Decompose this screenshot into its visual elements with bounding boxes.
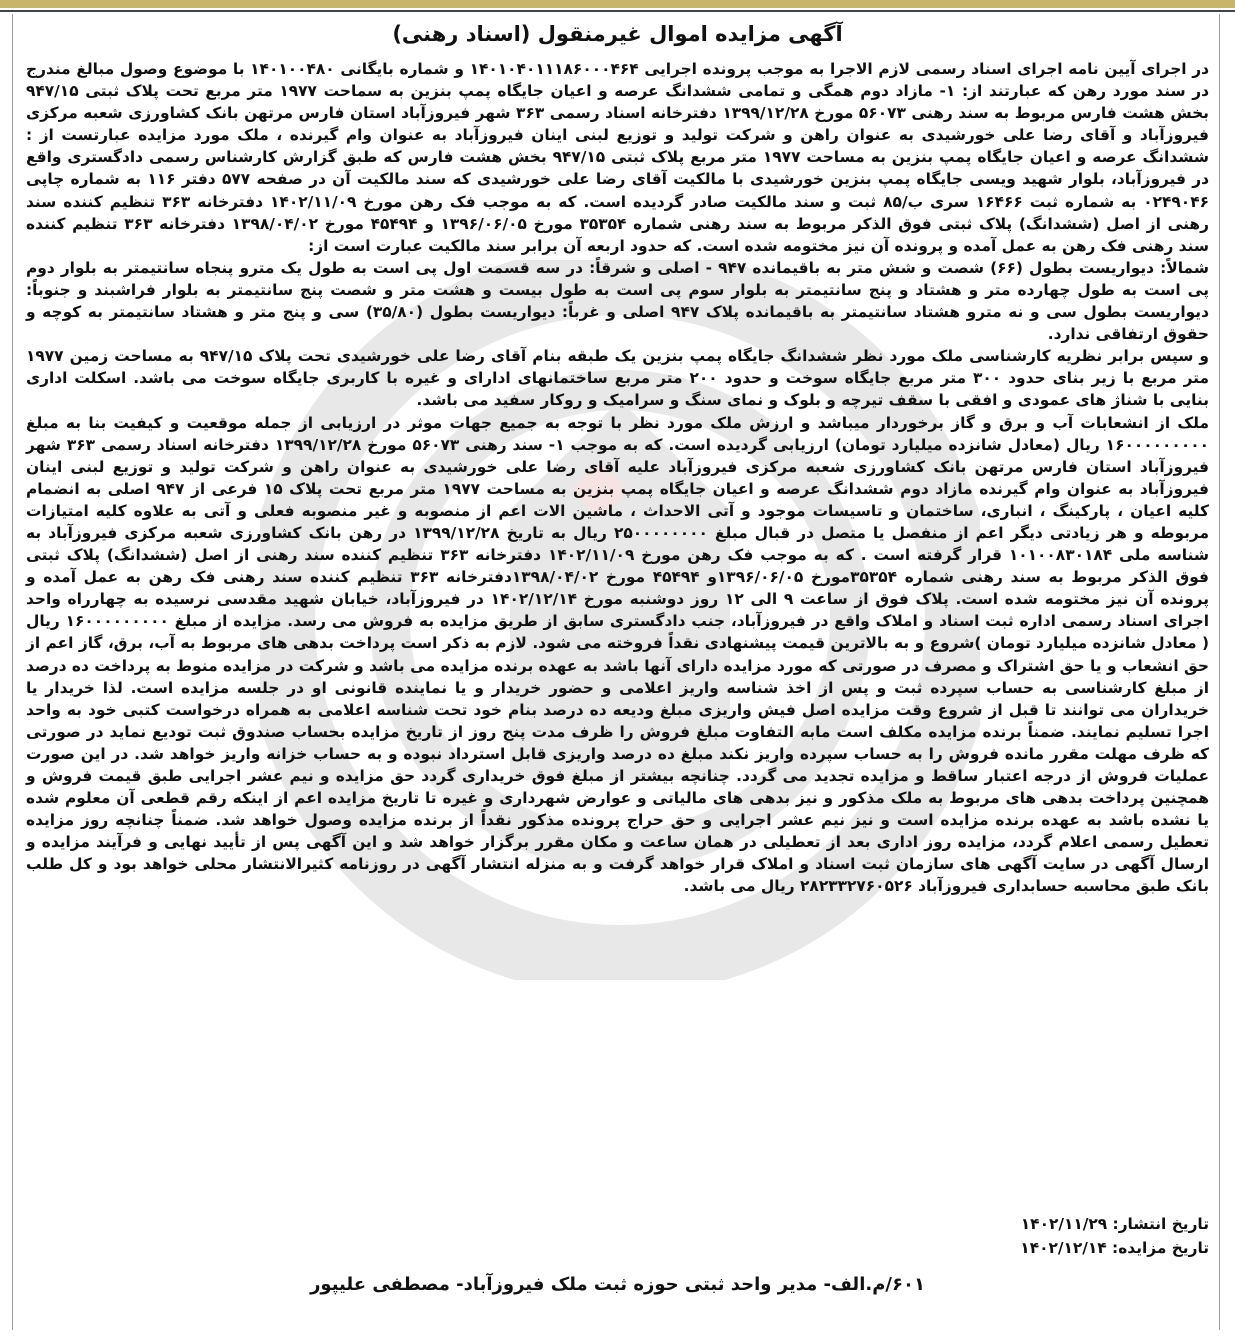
paragraph-boundaries: شمالاً: دیواریست بطول (۶۶) شصت و شش متر به باقیمانده ۹۴۷ - اصلی و شرقاً: در سه قسمت اول پی است به طول یک مترو پنجاه سانتیمتر به بلوار دوم پی است به طول چهارده متر و هشتاد و پنج سانتیمتر به بلوار سوم پی است به طول بیست و هشت متر و شصت پنج سانتیمتر به بلوار فراشبند و جنوباً: دیواریست بطول سی و نه مترو هشتاد سانتیمتر به باقیمانده پلاک ۹۴۷ اصلی و غرباً: دیواریست بطول (۳۵/۸۰) سی و پنج متر و هشتاد سانتیمتر به کوچه و حقوق ارتفاقی ندارد. [26, 258, 1209, 344]
signature-line: ۶۰۱/م.الف- مدیر واحد ثبتی حوزه ثبت ملک فیروزآباد- مصطفی علیپور [310, 1274, 925, 1295]
document-body [26, 58, 1209, 898]
document-title: آگهی مزایده اموال غیرمنقول (اسناد رهنی) [392, 22, 843, 46]
paragraph-expert-opinion: و سپس برابر نظریه کارشناسی ملک مورد نظر ششدانگ جایگاه پمپ بنزین یک طبقه بنام آقای رضا علی خورشیدی تحت پلاک ۹۴۷/۱۵ به مساحت زمین ۱۹۷۷ متر مربع با زیر بنای حدود ۳۰۰ متر مربع جایگاه سوخت و حدود ۲۰۰ متر مربع ساختمانهای ادارای و غیره با کاربری جایگاه سوخت می باشد. اسکلت اداری بنایی با شناژ های عمودی و افقی با سقف تیرچه و بلوک و نمای سنگ و سرامیک و روکار سفید می باشد. [26, 347, 1209, 410]
top-divider [0, 10, 1235, 12]
publish-date: تاریخ انتشار: ۱۴۰۲/۱۱/۲۹ [1020, 1215, 1209, 1233]
top-color-band [0, 0, 1235, 8]
paragraph-auction-terms: ملک از انشعابات آب و برق و گاز برخوردار میباشد و ارزش ملک مورد نظر با توجه به جمیع جهات موثر در ارزیابی از جمله موقعیت و کیفیت بنا به مبلغ ۱۶۰۰۰۰۰۰۰۰۰ ریال (معادل شانزده میلیارد تومان) ارزیابی گردیده است. که به موجب ۱- سند رهنی ۵۶۰۷۳ مورخ ۱۳۹۹/۱۲/۲۸ دفترخانه اسناد رسمی ۳۶۳ شهر فیروزآباد استان فارس مرتهن بانک کشاورزی شعبه مرکزی فیروزآباد علیه آقای رضا علی خورشیدی به عنوان راهن و شرکت تولید و توزیع لبنی اینان فیروزآباد به عنوان وام گیرنده مازاد دوم ششدانگ عرصه و اعیان جایگاه پمپ بنزین به مساحت ۱۹۷۷ متر مربع تحت پلاک ۱۵ فرعی از ۹۴۷ اصلی به انضمام کلیه اعیان ، پارکینگ ، انباری، ساختمان و تاسیسات موجود و آتی الاحداث ، ماشین الات اعم از منصوبه و غیر منصوبه فعلی و آتی به علاوه کلیه امتیازات مربوطه و هر زیادتی دیگر اعم از منفصل یا متصل در قبال مبلغ ۲۵۰۰۰۰۰۰۰۰ ریال به تاریخ ۱۳۹۹/۱۲/۲۸ در رهن بانک کشاورزی شعبه مرکزی فیروزآباد به شناسه ملی ۱۰۱۰۰۸۳۰۱۸۴ قرار گرفته است . که به موجب فک رهن مورخ ۱۴۰۲/۱۱/۰۹ دفترخانه ۳۶۳ تنظیم کننده سند رهنی از اصل (ششدانگ) پلاک ثبتی فوق الذکر مربوط به سند رهنی شماره ۳۵۳۵۴مورخ ۱۳۹۶/۰۶/۰۵و ۴۵۴۹۴ مورخ ۱۳۹۸/۰۴/۰۲دفترخانه ۳۶۳ تنظیم کننده سند رهنی فک رهن به عمل آمده و پرونده آن نیز مختومه شده است. پلاک فوق از ساعت ۹ الی ۱۲ روز دوشنبه مورخ ۱۴۰۲/۱۲/۱۴ در فیروزآباد، خیابان شهید مقدسی نرسیده به چهارراه واحد اجرای اسناد رسمی اداره ثبت اسناد و املاک واقع در فیروزآباد، جنب دادگستری سابق از طریق مزایده به فروش می رسد. مزایده از مبلغ ۱۶۰۰۰۰۰۰۰۰۰ ریال ( معادل شانزده میلیارد تومان )شروع و به بالاترین قیمت پیشنهادی نقداً فروخته می شود. لازم به ذکر است پرداخت بدهی های مربوط به آب، برق، گاز اعم از حق انشعاب و یا حق اشتراک و مصرف در صورتی که مورد مزایده دارای آنها باشد به عهده برنده مزایده می باشد و شرکت در مزایده منوط به پرداخت ده درصد از مبلغ کارشناسی به حساب سپرده ثبت و پس از اخذ شناسه واریز اعلامی و حضور خریدار و یا نماینده قانونی او در جلسه مزایده است. لذا خریدار یا خریداران می توانند تا قبل از شروع وقت مزایده اصل فیش واریزی مبلغ ودیعه ده درصد بنام خود تحت شناسه اعلامی به همراه درخواست کتبی خود به واحد اجرا تسلیم نمایند. ضمناً برنده مزایده مکلف است مابه التفاوت مبلغ فروش را ظرف مدت پنج روز از تاریخ مزایده بحساب صندوق ثبت تودیع نماید در صورتی که ظرف مهلت مقرر مانده فروش را به حساب سپرده واریز نکند مبلغ ده درصد واریزی قابل استرداد نبوده و به حساب خزانه واریز خواهد شد. در این صورت عملیات فروش از درجه اعتبار ساقط و مزایده تجدید می گردد. چنانچه بیشتر از مبلغ فوق خریداری گردد حق مزایده و نیم عشر اجرایی طبق قیمت فروش و همچنین پرداخت بدهی های مربوط به ملک مذکور و نیز بدهی های مالیاتی و عوارض شهرداری و غیره تا تاریخ مزایده اعم از اینکه رقم قطعی آن معلوم شده یا نشده باشد به عهده برنده مزایده است و نیز نیم عشر اجرایی و حق حراج پرونده مذکور نقداً از برنده مزایده وصول خواهد شد. ضمناً چنانچه روز مزایده تعطیل رسمی اعلام گردد، مزایده روز اداری بعد از تعطیلی در همان ساعت و مکان مقرر برگزار خواهد شد و این آگهی پس از تأیید نهایی و فرآیند مزایده و ارسال آگهی در سایت آگهی های سازمان ثبت اسناد و املاک قرار خواهد گرفت و به منزله انتشار آگهی در روزنامه کثیرالانتشار محلی خواهد بود و کل طلب بانک طبق محاسبه حسابداری فیروزآباد ۲۸۲۳۳۲۷۶۰۵۲۶ ریال می باشد. [26, 413, 1210, 896]
paragraph-intro: در اجرای آیین نامه اجرای اسناد رسمی لازم الاجرا به موجب پرونده اجرایی ۱۴۰۱۰۴۰۱۱۱۸۶۰۰۰۴۶۴ و شماره بایگانی ۱۴۰۱۰۰۴۸۰ با موضوع وصول مبالغ مندرج در سند مورد رهن که عبارتند از: ۱- مازاد دوم همگی و تمامی ششدانگ عرصه و اعیان جایگاه پمپ بنزین به سماحت ۱۹۷۷ متر مربع تحت پلاک ثبتی ۹۴۷/۱۵ بخش هشت فارس مربوط به سند رهنی ۵۶۰۷۳ مورخ ۱۳۹۹/۱۲/۲۸ دفترخانه اسناد رسمی ۳۶۳ شهر فیروزآباد استان فارس مرتهن بانک کشاورزی شعبه مرکزی فیروزآباد و آقای رضا علی خورشیدی به عنوان راهن و شرکت تولید و توزیع لبنی اینان فیروزآباد به عنوان وام گیرنده ، ملک مورد مزایده عبارتست از : ششدانگ عرصه و اعیان جایگاه پمپ بنزین به مساحت ۱۹۷۷ متر مربع پلاک ثبتی ۹۴۷/۱۵ بخش هشت فارس که طبق گزارش کارشناس رسمی دادگستری واقع در فیروزآباد، بلوار شهید ویسی جایگاه پمپ بنزین خورشیدی با مالکیت آقای رضا علی خورشیدی که سند مالکیت آن در صفحه ۵۷۷ دفتر ۱۱۶ به شماره چاپی ۰۲۴۹۰۴۶ به شماره ثبت ۱۶۴۶۶ سری ب/۸۵ ثبت و سند مالکیت صادر گردیده است. که به موجب فک رهن مورخ ۱۴۰۲/۱۱/۰۹ دفترخانه ۳۶۳ تنظیم کننده سند رهنی از اصل (ششدانگ) پلاک ثبتی فوق الذکر مربوط به سند رهنی شماره ۳۵۳۵۴ مورخ ۱۳۹۶/۰۶/۰۵ و ۴۵۴۹۴ مورخ ۱۳۹۸/۰۴/۰۲ دفترخانه ۳۶۳ تنظیم کننده سند رهنی فک رهن به عمل آمده و پرونده آن نیز مختومه شده است. که حدود اربعه آن برابر سند مالکیت عبارت است از: [26, 60, 1210, 255]
dates-block [509, 1212, 1209, 1260]
auction-date: تاریخ مزایده: ۱۴۰۲/۱۲/۱۴ [1020, 1239, 1209, 1257]
